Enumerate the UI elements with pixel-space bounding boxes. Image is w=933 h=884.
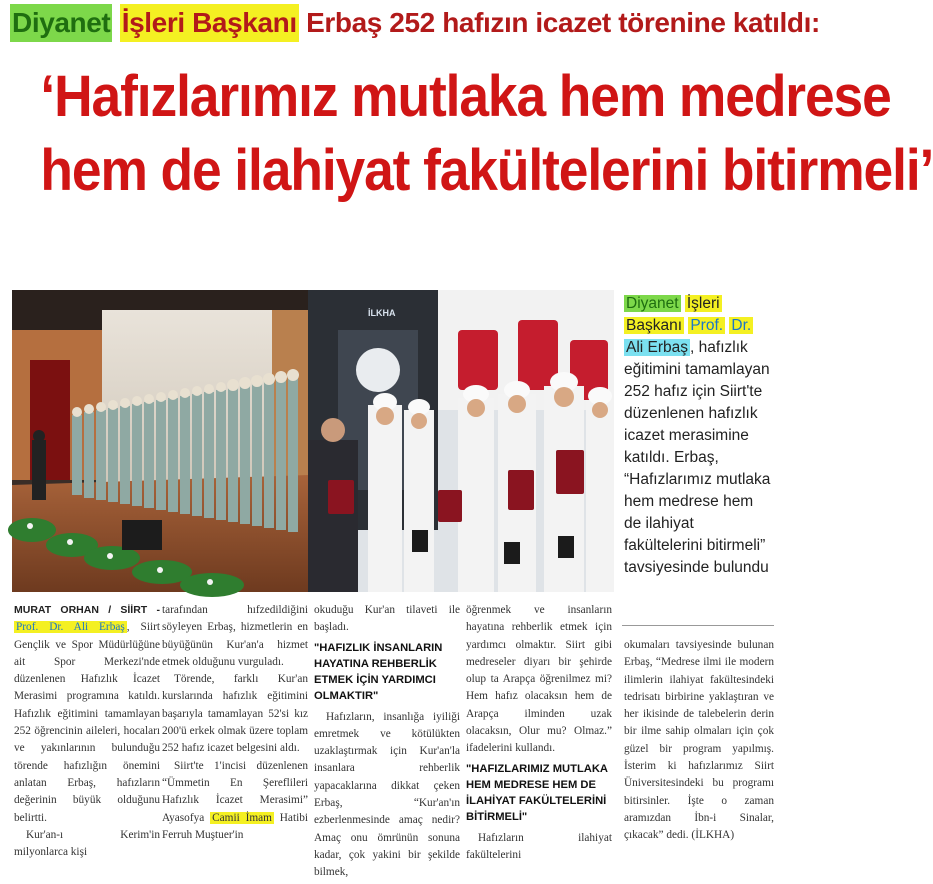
ceremony-hall-illustration (12, 290, 308, 592)
col2-p3-text-a: Siirt'te 1'incisi düzenlenen “Ümmetin En Şereflileri Hafızlık İcazet Merasimi” Ayasofya (162, 759, 308, 824)
lead-paragraph (624, 293, 774, 579)
kicker-part-rest: Erbaş 252 hafızın icazet törenine katıldı: (306, 7, 820, 38)
column-3-paragraph-1: okuduğu Kur'an tilaveti ile başladı. (314, 604, 460, 634)
article-column-4 (466, 602, 612, 864)
subheading-1: "HAFIZLIK İNSANLARIN HAYATINA REHBERLİK ETMEK İÇİN YARDIMCI OLMAKTIR" (314, 641, 443, 702)
ilkha-watermark: İLKHA (368, 308, 396, 318)
headline (40, 60, 933, 260)
ceremony-hall-photo (12, 290, 308, 592)
column-1-paragraph-2: Kur'an-ı Kerim'in milyonlarca kişi (14, 828, 160, 859)
lead-prof: Prof. (690, 317, 724, 334)
col2-p3-text-b: Hatibi Ferruh Muştuer'in (162, 811, 309, 841)
lead-diyanet: Diyanet (626, 295, 679, 312)
column-2-paragraph-3 (162, 758, 308, 844)
column-3-paragraph-2: Hafızların, insanlığa iyiliği emretmek ve kötülükten uzaklaştırmak için Kur'an'la insanlara rehberlik yapacaklarına dikkat çeken Erbaş, “Kur'an'ın ezberlenmesinde amaç nedir? Amaç onu ömrünün sonuna kadar, çok yakini bir şekilde bilmek, (314, 710, 460, 879)
certificate-presentation-photo (308, 290, 614, 592)
article-column-3 (314, 602, 460, 882)
lead-baskani: Başkanı (626, 317, 683, 334)
col2-highlight-camii: Camii İmam (212, 811, 272, 824)
kicker-part-diyanet: Diyanet (10, 4, 112, 42)
column-5-paragraph-1: okumaları tavsiyesinde bulunan Erbaş, “Medrese ilmi ile modern ilimlerin ilahiyat fakültesindeki tedrisatı birbirine yaklaştıran ve her ikisinde de talebelerin derin bir ilme sahip olmaları için çok güzel bir program yapılmış. İsterim ki hafızlarımız Siirt Üniversitesindeki bu programı bitirsinler. İşte o zaman aramızdan İbn-i Sinalar, çıkacak” dedi. (İLKHA) (624, 639, 774, 842)
kicker-part-isleri: İşleri Başkanı (120, 4, 299, 42)
headline-line-1: ‘Hafızlarımız mutlaka hem medrese (40, 64, 891, 129)
col1-p1-text: , Siirt Gençlik ve Spor Müdürlüğüne ait Spor Merkezi'nde düzenlenen Hafızlık İcazet Merasimi programına katıldı. Hafızlık eğitimini tamamlayan 252 öğrencinin aileleri, hocaları ve yakınlarının bulunduğu törende hafızlığın önemini anlatan Erbaş, hafızların değerinin büyük olduğunu belirtti. (14, 621, 160, 824)
column-4-paragraph-1: öğrenmek ve insanların hayatına rehberlik etmek için yardımcı olmaktır. Siirt gibi medreseler diyarı bir şehirde olup ta Arapça öğrenilmez mi? Hem hafız olacaksın hem de Arapça ilminden uzak olacaksın, Olur mu? Olmaz.” ifadelerini kullandı. (466, 604, 612, 755)
article-column-2 (162, 602, 308, 844)
column-4-paragraph-2: Hafızların ilahiyat fakültelerini (466, 831, 612, 861)
lead-ali-erbas: Ali Erbaş (626, 339, 689, 356)
column-2-paragraph-2: Törende, farklı Kur'an kurslarında hafızlık eğitimini başarıyla tamamlayan 52'si kız 200'ü erkek olmak üzere toplam 252 hafız icazet belgesini aldı. (162, 673, 308, 755)
article-column-1 (14, 602, 160, 861)
article-column-5 (624, 637, 774, 845)
headline-line-2: hem de ilahiyat fakültelerini bitirmeli’ (40, 138, 933, 203)
certificate-presentation-illustration (308, 290, 614, 592)
subheading-2: "HAFIZLARIMIZ MUTLAKA HEM MEDRESE HEM DE İLAHİYAT FAKÜLTELERİNİ BİTİRMELİ" (466, 762, 608, 823)
sidebar-divider (622, 625, 774, 626)
col1-highlight-name: Prof. Dr. Ali Erbaş (16, 621, 125, 634)
lead-text: , hafızlık eğitimini tamamlayan 252 hafız için Siirt'te düzenlenen hafızlık icazet merasimine katıldı. Erbaş, “Hafızlarımız mutlaka hem medrese hem de ilahiyat fakültelerini bitirmeli” tavsiyesinde bulundu (624, 339, 771, 576)
lead-dr: Dr. (731, 317, 752, 334)
column-2-paragraph-1: tarafından hıfzedildiğini söyleyen Erbaş, hizmetlerin en büyüğünün Kur'an'a hizmet etmek olduğunu vurguladı. (162, 604, 308, 668)
kicker-line (10, 4, 820, 42)
lead-isleri: İşleri (686, 295, 720, 312)
column-1-paragraph-1 (14, 602, 160, 827)
byline: MURAT ORHAN / SİİRT - (14, 604, 160, 616)
